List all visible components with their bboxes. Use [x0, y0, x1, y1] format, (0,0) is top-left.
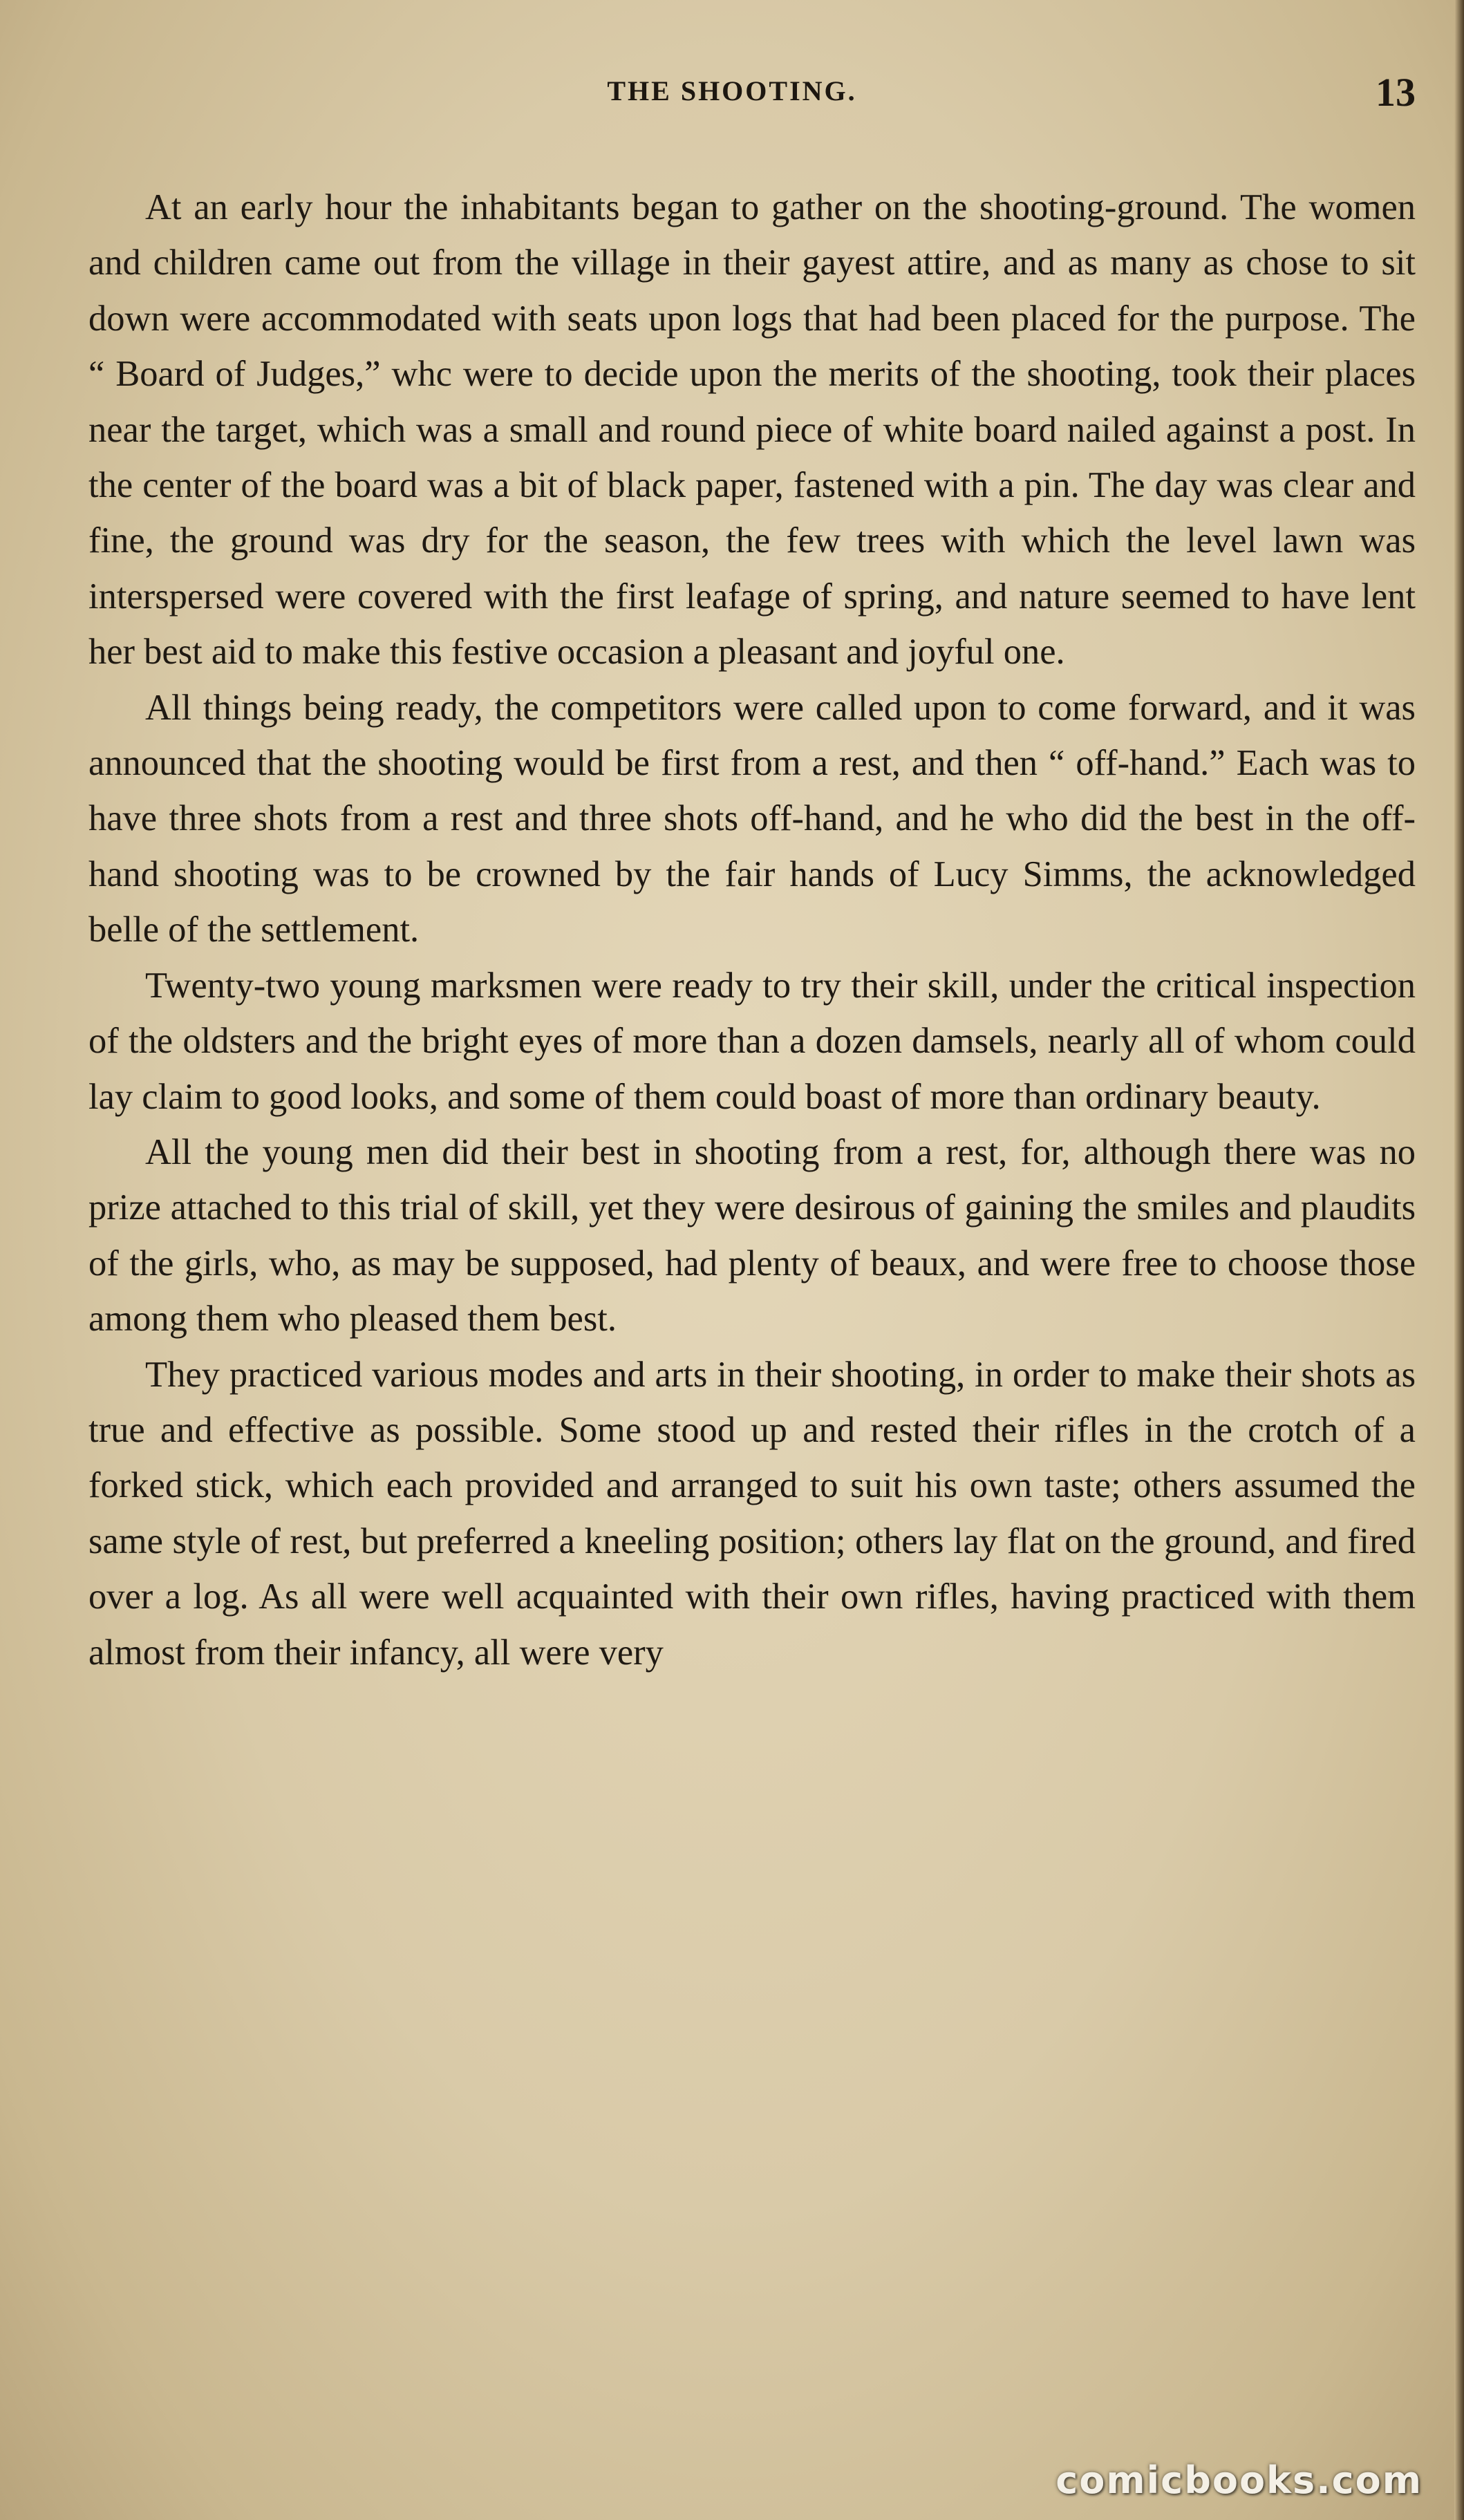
page-number: 13	[1376, 70, 1416, 115]
watermark-container	[1043, 2456, 1435, 2505]
paragraph: All things being ready, the competitors were called upon to come forward, and it was announced that the shooting would be first from a rest, and then “ off-hand.” Each was to have three shots from a rest and three shots off-hand, and he who did the best in the off-hand shooting was to be crowned by the fair hands of Lucy Simms, the acknowledged belle of the settlement.	[88, 687, 1416, 950]
body-text	[88, 180, 1416, 1680]
watermark: comicbooks.com	[1055, 2458, 1423, 2502]
paragraph: All the young men did their best in shooting from a rest, for, although there was no prize attached to this trial of skill, yet they were desirous of gaining the smiles and plaudits of the girls, who, as may be supposed, had plenty of beaux, and were free to choose those among them who pleased them best.	[88, 1131, 1416, 1339]
page-header	[0, 70, 1464, 123]
paragraph: At an early hour the inhabitants began to gather on the shooting-ground. The women and children came out from the village in their gayest attire, and as many as chose to sit down were accommodated with seats upon logs that had been placed for the purpose. The “ Board of Judges,” whc were to decide upon the merits of the shooting, took their places near the target, which was a small and round piece of white board nailed against a post. In the center of the board was a bit of black paper, fastened with a pin. The day was clear and fine, the ground was dry for the season, the few trees with which the level lawn was interspersed were covered with the first leafage of spring, and nature seemed to have lent her best aid to make this festive occasion a pleasant and joyful one.	[88, 187, 1416, 673]
running-title: THE SHOOTING.	[607, 75, 857, 106]
paragraph: Twenty-two young marksmen were ready to try their skill, under the critical inspection of the oldsters and the bright eyes of more than a dozen damsels, nearly all of whom could lay claim to good looks, and some of them could boast of more than ordinary beauty.	[88, 965, 1416, 1117]
page-edge	[1454, 0, 1464, 2520]
paragraph: They practiced various modes and arts in their shooting, in order to make their shots as true and effective as possible. Some stood up and rested their rifles in the crotch of a forked stick, which each provided and arranged to suit his own taste; others assumed the same style of rest, but preferred a kneeling position; others lay flat on the ground, and fired over a log. As all were well acquainted with their own rifles, having practiced with them almost from their infancy, all were very	[88, 1354, 1416, 1673]
